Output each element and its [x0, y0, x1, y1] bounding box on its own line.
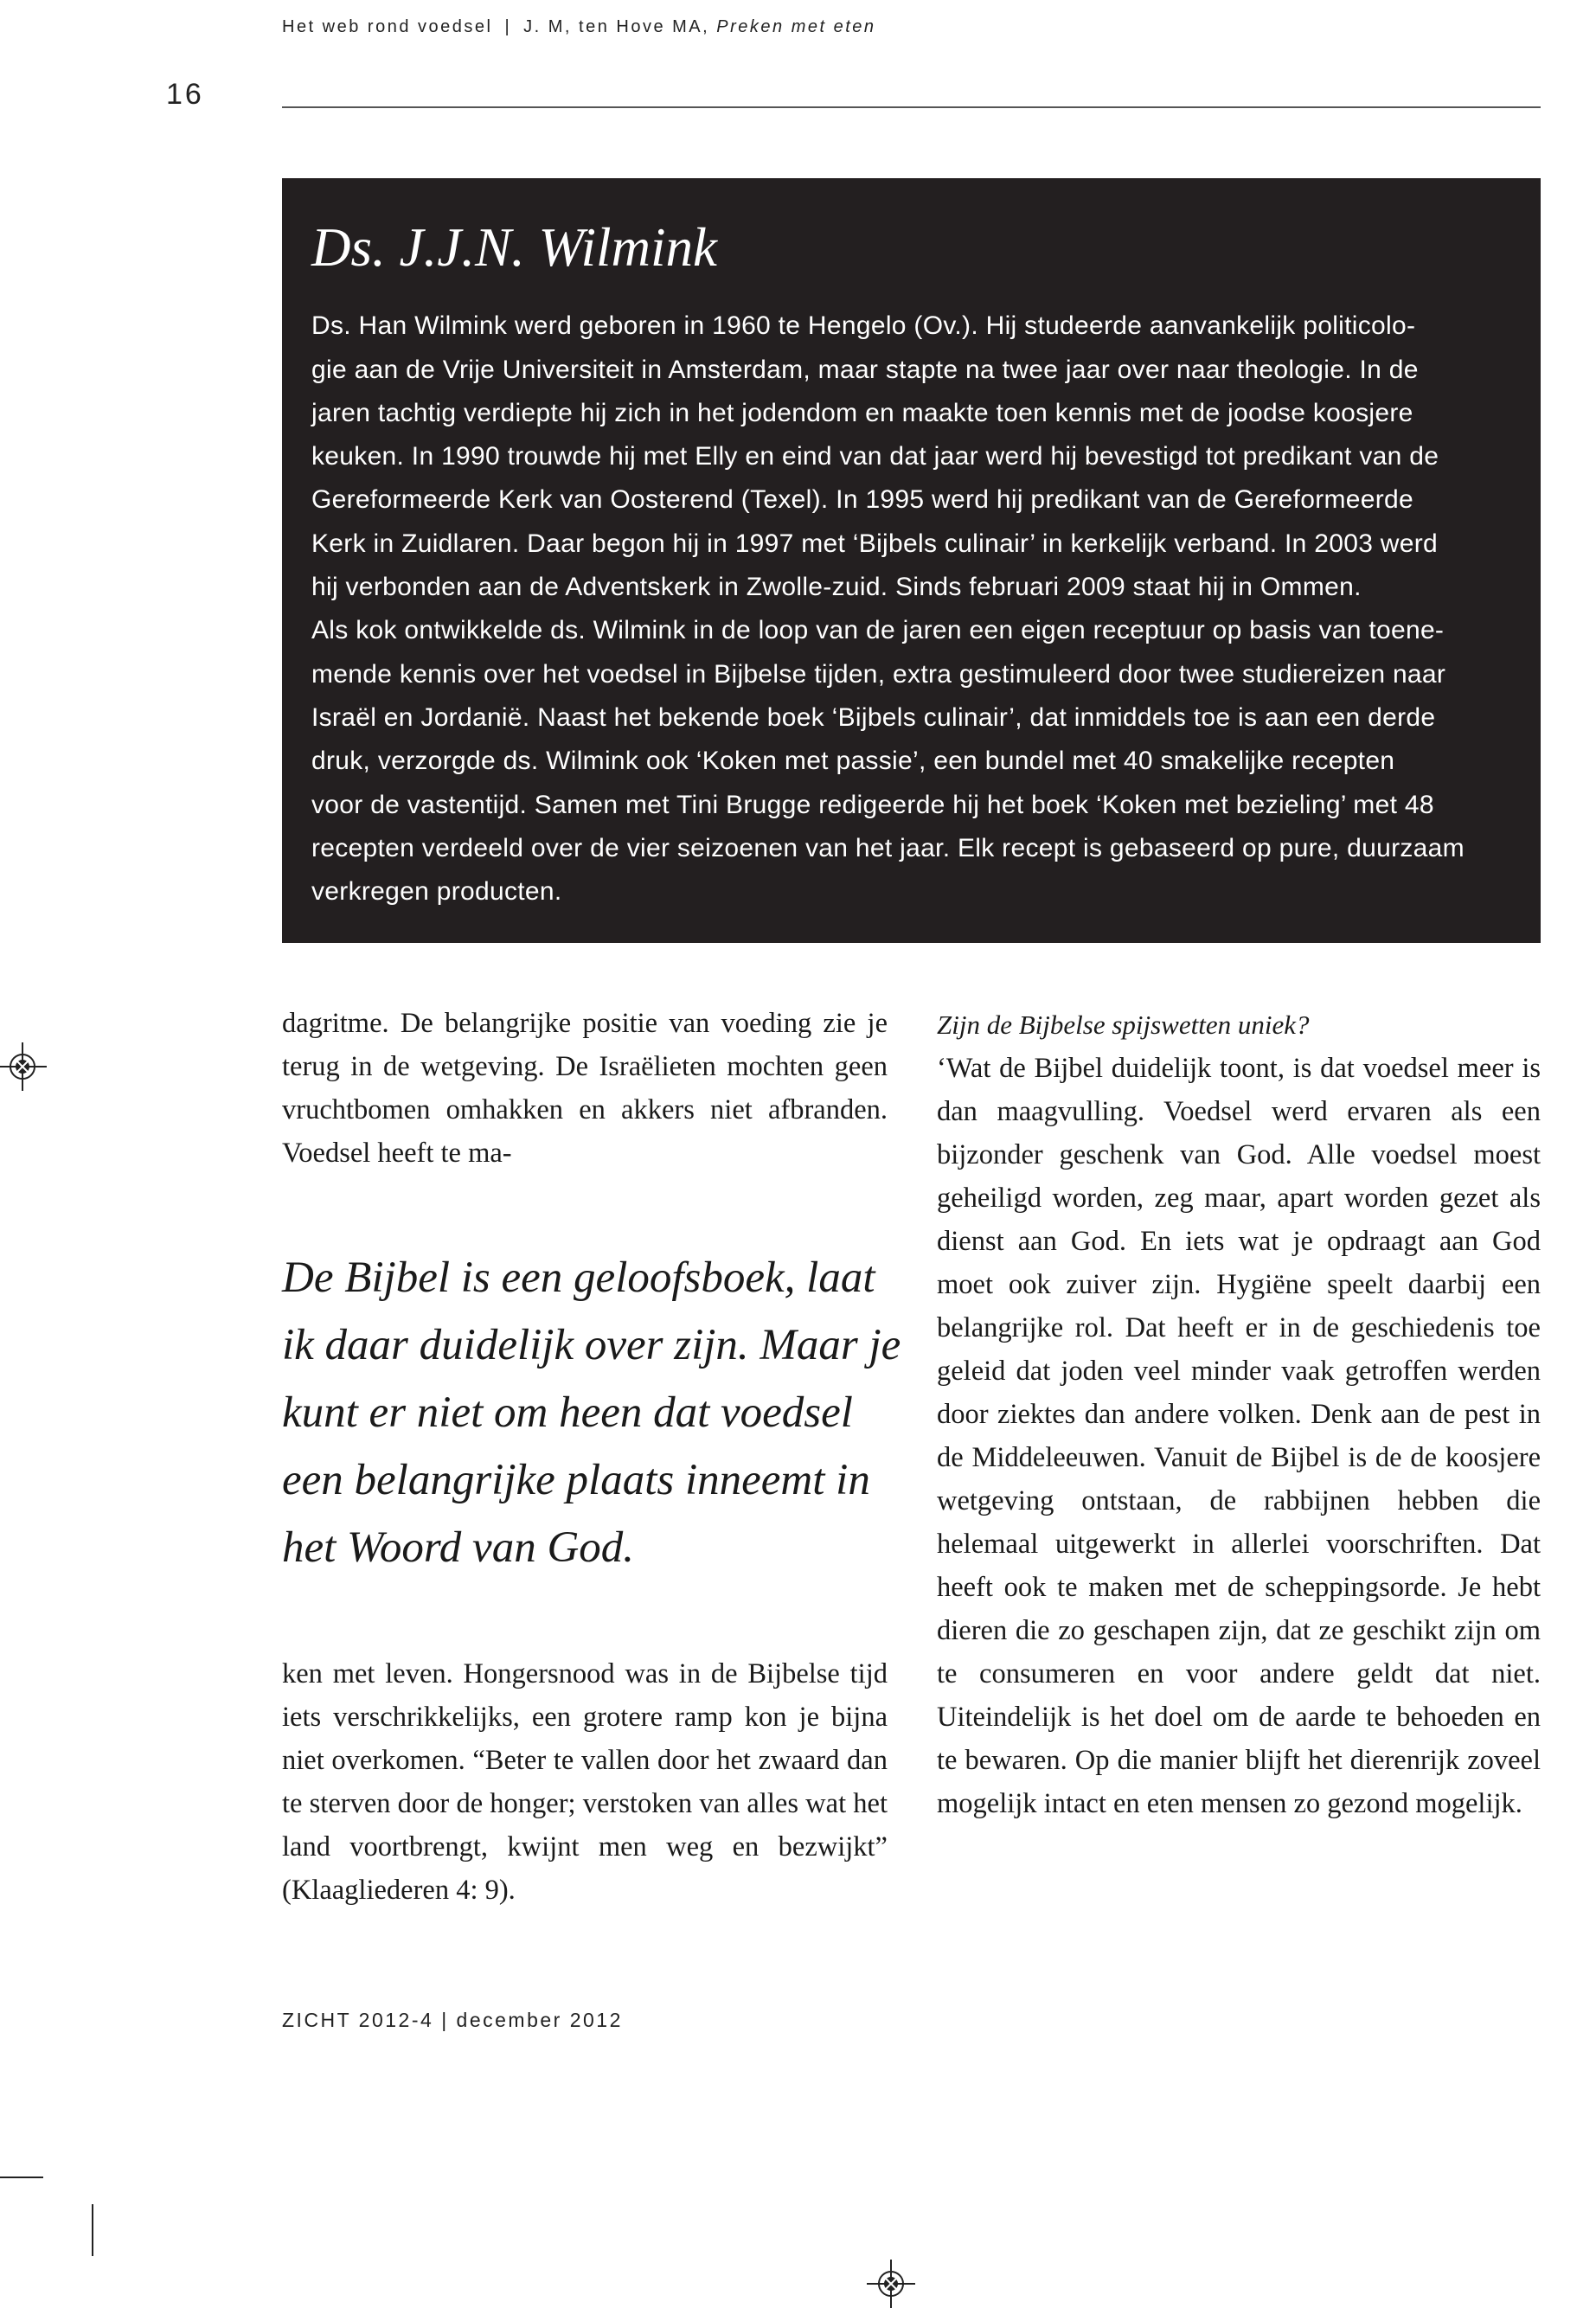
- bio-title: Ds. J.J.N. Wilmink: [311, 217, 717, 278]
- left-column-top: [282, 1002, 888, 1175]
- pull-quote: De Bijbel is een geloofsboek, laat ik daar duidelijk over zijn. Maar je kunt er niet om heen dat voedsel een belangrijke plaats inneemt in het Woord van God.: [282, 1253, 901, 1572]
- bio-line: jaren tachtig verdiepte hij zich in het jodendom en maakte toen kennis met de joodse koosjere: [311, 398, 1413, 427]
- header-section: Het web rond voedsel: [282, 17, 493, 36]
- left-column-bottom: [282, 1652, 888, 1912]
- header-title: Preken met eten: [716, 17, 876, 36]
- bio-line: gie aan de Vrije Universiteit in Amsterdam, maar stapte na twee jaar over naar theologie. In de: [311, 355, 1419, 384]
- bio-line: Als kok ontwikkelde ds. Wilmink in de loop van de jaren een eigen receptuur op basis van toene-: [311, 616, 1445, 645]
- bio-line: druk, verzorgde ds. Wilmink ook ‘Koken met passie’, een bundel met 40 smakelijke recepten: [311, 747, 1395, 776]
- bio-line: recepten verdeeld over de vier seizoenen van het jaar. Elk recept is gebaseerd op pure, duurzaam: [311, 833, 1465, 862]
- body-paragraph: ‘Wat de Bijbel duidelijk toont, is dat voedsel meer is dan maagvulling. Voedsel werd ervaren als een bijzonder geschenk van God. Alle voedsel moest geheiligd worden, zeg maar, apart worden gezet als dienst aan God. En iets wat je opdraagt aan God moet ook zuiver zijn. Hygiëne speelt daarbij een belangrijke rol. Dat heeft er in de geschiedenis toe geleid dat joden veel minder vaak getroffen werden door ziektes dan andere volken. Denk aan de pest in de Middeleeuwen. Vanuit de Bijbel is de de koosjere wetgeving ontstaan, de rabbijnen hebben die helemaal uitgewerkt in allerlei voorschriften. Dat heeft ook te maken met de scheppingsorde. Je hebt dieren die zo geschapen zijn, dat ze geschikt zijn om te consumeren en voor andere geldt dat niet. Uiteindelijk is het doel om de aarde te behoeden en te bewaren. Op die manier blijft het dierenrijk zoveel mogelijk intact en eten mensen zo gezond mogelijk.: [937, 1053, 1541, 1819]
- bio-line: voor de vastentijd. Samen met Tini Brugge redigeerde hij het boek ‘Koken met bezieling’ met 48: [311, 790, 1434, 819]
- crop-mark: [0, 2177, 43, 2178]
- body-paragraph: ken met leven. Hongersnood was in de Bijbelse tijd iets verschrikkelijks, een grotere ramp kon je bijna niet overkomen. “Beter te vallen door het zwaard dan te sterven door de honger; verstoken van alles wat het land voortbrengt, kwijnt men weg en bezwijkt” (Klaagliederen 4: 9).: [282, 1658, 888, 1906]
- right-column: [937, 1003, 1541, 1825]
- bio-line: Israël en Jordanië. Naast het bekende boek ‘Bijbels culinair’, dat inmiddels toe is aan een derde: [311, 702, 1436, 732]
- question-heading: Zijn de Bijbelse spijswetten uniek?: [937, 1010, 1310, 1040]
- bio-line: verkregen producten.: [311, 877, 562, 907]
- registration-mark-icon: [0, 1042, 47, 1091]
- bio-line: Ds. Han Wilmink werd geboren in 1960 te Hengelo (Ov.). Hij studeerde aanvankelijk politicolo-: [311, 311, 1416, 341]
- body-paragraph: dagritme. De belangrijke positie van voeding zie je terug in de wetgeving. De Israëlieten mochten geen vruchtbomen omhakken en akkers niet afbranden. Voedsel heeft te ma-: [282, 1008, 888, 1169]
- header-separator: |: [504, 17, 512, 36]
- running-head: [282, 17, 1545, 43]
- bio-line: mende kennis over het voedsel in Bijbelse tijden, extra gestimuleerd door twee studiereizen naar: [311, 659, 1446, 689]
- header-rule: [282, 106, 1541, 108]
- header-author: J. M, ten Hove MA,: [523, 17, 710, 36]
- footer: ZICHT 2012-4 | december 2012: [282, 2009, 623, 2031]
- page-number: 16: [166, 78, 204, 111]
- bio-line: Gereformeerde Kerk van Oosterend (Texel). In 1995 werd hij predikant van de Gereformeerde: [311, 485, 1413, 515]
- crop-mark: [92, 2204, 93, 2256]
- bio-line: keuken. In 1990 trouwde hij met Elly en eind van dat jaar werd hij bevestigd tot predikant van de: [311, 442, 1439, 471]
- bio-box: [282, 178, 1541, 943]
- bio-line: hij verbonden aan de Adventskerk in Zwolle-zuid. Sinds februari 2009 staat hij in Ommen.: [311, 573, 1362, 602]
- bio-text: [311, 305, 1509, 914]
- bio-line: Kerk in Zuidlaren. Daar begon hij in 1997 met ‘Bijbels culinair’ in kerkelijk verband. In 2003 werd: [311, 529, 1439, 558]
